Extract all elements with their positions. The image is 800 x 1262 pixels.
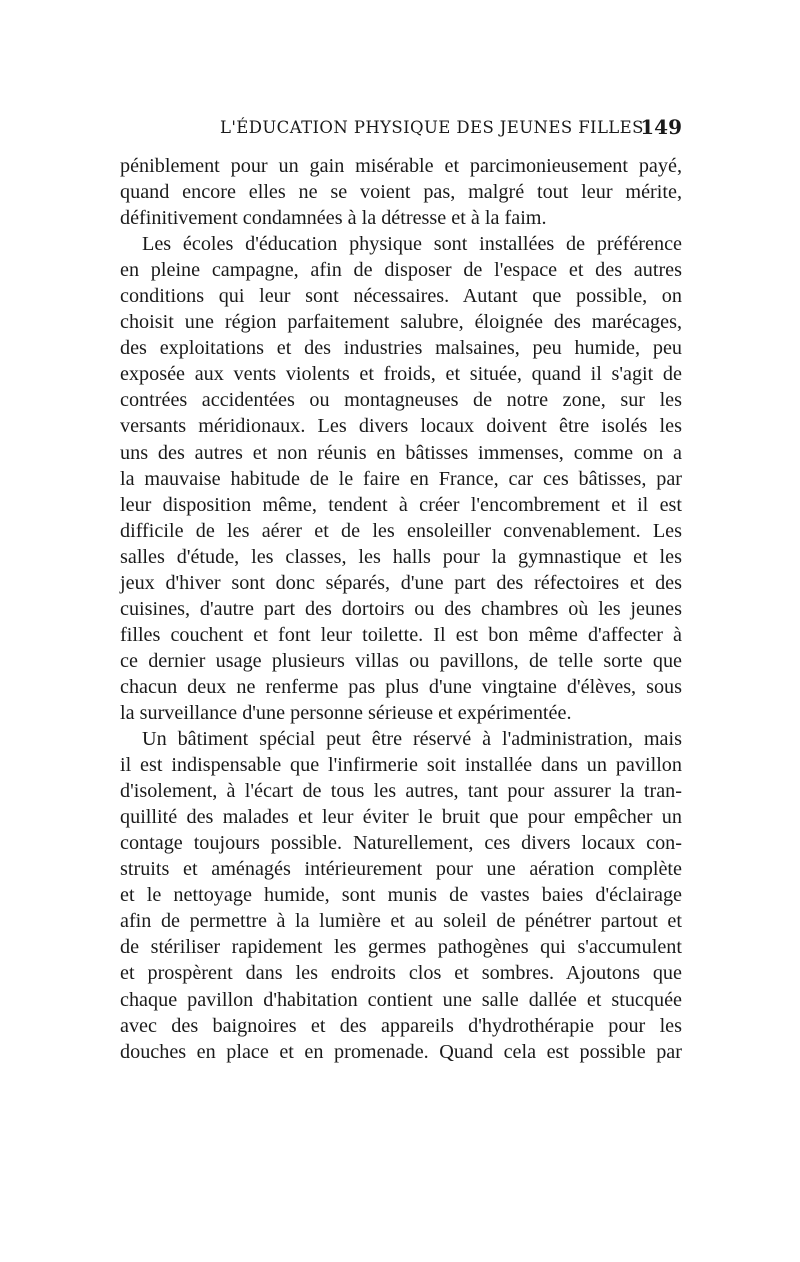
text-line: d'isolement, à l'écart de tous les autres, tant pour assurer la tran-: [120, 780, 682, 803]
text-line: et prospèrent dans les endroits clos et sombres. Ajoutons que: [120, 962, 682, 985]
text-line: leur disposition même, tendent à créer l'encombrement et il est: [120, 493, 682, 516]
text-line: péniblement pour un gain misérable et parcimonieusement payé,: [120, 155, 682, 177]
text-line: jeux d'hiver sont donc séparés, d'une part des réfectoires et des: [120, 571, 682, 594]
text-line: quillité des malades et leur éviter le bruit que pour empêcher un: [120, 806, 682, 829]
text-line: difficile de les aérer et de les ensoleiller convenablement. Les: [120, 519, 682, 542]
text-line: conditions qui leur sont nécessaires. Autant que possible, on: [120, 285, 682, 308]
text-line: filles couchent et font leur toilette. Il est bon même d'affecter à: [120, 623, 682, 646]
text-line: afin de permettre à la lumière et au soleil de pénétrer partout et: [120, 910, 682, 933]
text-line: douches en place et en promenade. Quand cela est possible par: [120, 1040, 682, 1063]
text-line: cuisines, d'autre part des dortoirs ou des chambres où les jeunes: [120, 597, 682, 620]
text-line: contrées accidentées ou montagneuses de notre zone, sur les: [120, 389, 682, 412]
text-line: Un bâtiment spécial peut être réservé à l'administration, mais: [142, 728, 682, 751]
text-line: struits et aménagés intérieurement pour une aération complète: [120, 858, 682, 881]
text-line: en pleine campagne, afin de disposer de l'espace et des autres: [120, 259, 682, 282]
text-line: uns des autres et non réunis en bâtisses immenses, comme on a: [120, 441, 682, 464]
text-line: exposée aux vents violents et froids, et située, quand il s'agit de: [120, 363, 682, 386]
running-head: [120, 115, 682, 142]
text-line: Les écoles d'éducation physique sont installées de préférence: [142, 233, 682, 256]
text-line: il est indispensable que l'infirmerie soit installée dans un pavillon: [120, 754, 682, 777]
text-line: définitivement condamnées à la détresse et à la faim.: [120, 207, 547, 230]
running-title: L'ÉDUCATION PHYSIQUE DES JEUNES FILLES: [220, 118, 644, 137]
text-line: contage toujours possible. Naturellement, ces divers locaux con-: [120, 832, 682, 855]
text-line: et le nettoyage humide, sont munis de vastes baies d'éclairage: [120, 884, 682, 907]
text-line: avec des baignoires et des appareils d'hydrothérapie pour les: [120, 1014, 682, 1037]
page-number: 149: [640, 115, 682, 139]
text-line: de stériliser rapidement les germes pathogènes qui s'accumulent: [120, 936, 682, 959]
text-line: versants méridionaux. Les divers locaux doivent être isolés les: [120, 415, 682, 438]
text-line: chacun deux ne renferme pas plus d'une vingtaine d'élèves, sous: [120, 675, 682, 698]
text-line: des exploitations et des industries malsaines, peu humide, peu: [120, 337, 682, 360]
text-line: la surveillance d'une personne sérieuse et expérimentée.: [120, 701, 572, 724]
text-line: la mauvaise habitude de le faire en France, car ces bâtisses, par: [120, 467, 682, 490]
text-line: chaque pavillon d'habitation contient une salle dallée et stucquée: [120, 988, 682, 1011]
text-line: ce dernier usage plusieurs villas ou pavillons, de telle sorte que: [120, 649, 682, 672]
text-line: choisit une région parfaitement salubre, éloignée des marécages,: [120, 311, 682, 334]
text-line: quand encore elles ne se voient pas, malgré tout leur mérite,: [120, 181, 682, 204]
text-line: salles d'étude, les classes, les halls pour la gymnastique et les: [120, 545, 682, 568]
body-text: [120, 153, 682, 1065]
